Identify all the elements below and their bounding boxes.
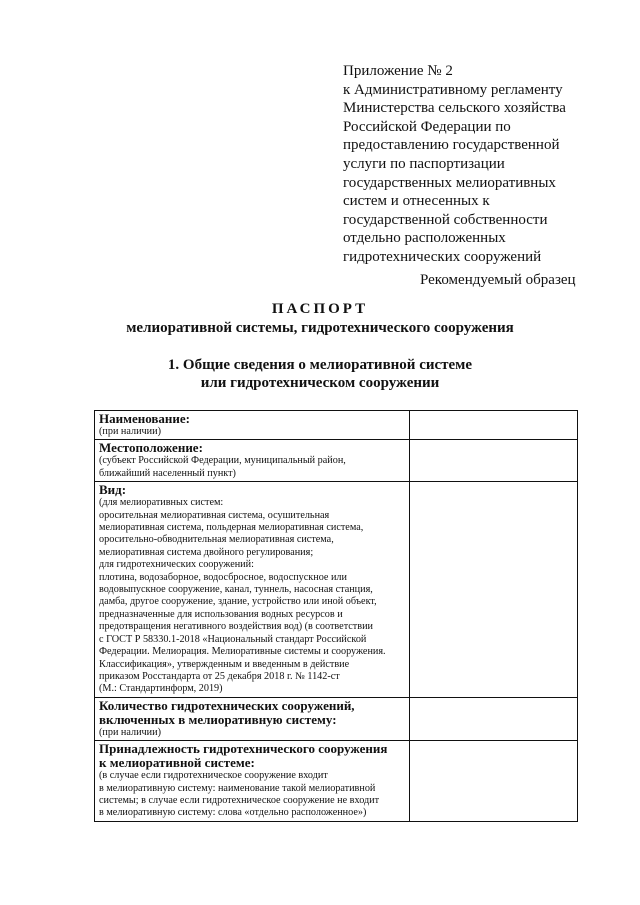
field-hint: предназначенные для использования водных ресурсов и [99,608,343,620]
general-info-table [94,410,578,822]
location-value-cell[interactable] [410,440,578,482]
label-cell [95,440,410,482]
field-label: Наименование: [99,411,190,426]
document-subtitle: мелиоративной системы, гидротехнического сооружения [126,320,514,336]
field-hint: ближайший населенный пункт) [99,467,236,479]
affiliation-value-cell[interactable] [410,741,578,822]
field-hint: (субъект Российской Федерации, муниципальный район, [99,455,346,467]
field-hint: (М.: Стандартинформ, 2019) [99,683,223,695]
field-label: Принадлежность гидротехнического сооружения [99,741,388,757]
table-row-affiliation [95,741,578,822]
field-hint: (при наличии) [99,426,161,437]
field-hint: (в случае если гидротехническое сооружение входит [99,770,328,782]
annex-line: предоставлению государственной [343,137,560,154]
field-hint: системы; в случае если гидротехническое сооружение не входит [99,794,380,806]
name-value-cell[interactable] [410,411,578,440]
field-hint: (для мелиоративных систем: [99,497,224,509]
annex-line: услуги по паспортизации [343,155,505,172]
field-label: включенных в мелиоративную систему: [99,711,337,727]
annex-line: Российской Федерации по [343,118,511,135]
field-hint: для гидротехнических сооружений: [99,559,254,571]
table-row-structure-count [95,697,578,740]
type-value-cell[interactable] [410,482,578,698]
field-hint: в мелиоративную систему: слова «отдельно расположенное») [99,807,367,819]
field-hint: оросительно-обводнительная мелиоративная система, [99,534,334,546]
table-row-name [95,411,578,440]
field-label: Вид: [99,482,127,498]
annex-line: к Административному регламенту [343,81,563,98]
field-label: Местоположение: [99,440,203,456]
label-cell [95,482,410,698]
field-hint: с ГОСТ Р 58330.1-2018 «Национальный стандарт Российской [99,633,367,645]
label-cell [95,411,410,440]
field-hint: плотина, водозаборное, водосбросное, водоспускное или [99,571,347,583]
annex-line: гидротехнических сооружений [343,248,542,265]
annex-line: государственных мелиоративных [343,174,556,191]
field-hint: оросительная мелиоративная система, осушительная [99,509,330,521]
field-hint: в мелиоративную систему: наименование такой мелиоративной [99,782,376,794]
document-title: ПАСПОРТ [271,301,369,317]
section-heading-line: 1. Общие сведения о мелиоративной системе [167,357,473,373]
annex-line: отдельно расположенных [343,230,506,247]
field-hint: водовыпускное сооружение, канал, туннель, насосная станция, [99,584,373,596]
annex-block [343,62,593,267]
field-label: к мелиоративной системе: [99,755,255,771]
table-row-type [95,482,578,698]
field-hint: предотвращения негативного воздействия вод) (в соответствии [99,621,373,633]
structure-count-value-cell[interactable] [410,697,578,740]
annex-line: государственной собственности [343,211,548,228]
label-cell [95,741,410,822]
field-hint: дамба, другое сооружение, здание, устройство или иной объект, [99,596,377,608]
annex-line: Приложение № 2 [343,63,453,79]
annex-line: Министерства сельского хозяйства [343,100,566,117]
section-heading-line: или гидротехническом сооружении [200,375,440,391]
field-hint: Классификация», утвержденным и введенным в действие [99,658,350,670]
annex-line: систем и отнесенных к [343,193,490,210]
field-hint: мелиоративная система, польдерная мелиоративная система, [99,522,364,534]
field-hint: Федерации. Мелиорация. Мелиоративные системы и сооружения. [99,646,386,658]
field-hint: мелиоративная система двойного регулирования; [99,546,314,558]
field-hint: (при наличии) [99,726,161,738]
table-row-location [95,440,578,482]
label-cell [95,697,410,740]
field-label: Количество гидротехнических сооружений, [99,697,355,713]
section-heading [0,356,640,392]
recommended-sample-note: Рекомендуемый образец [420,272,576,288]
field-hint: приказом Росстандарта от 25 декабря 2018 г. № 1142-ст [99,670,340,682]
